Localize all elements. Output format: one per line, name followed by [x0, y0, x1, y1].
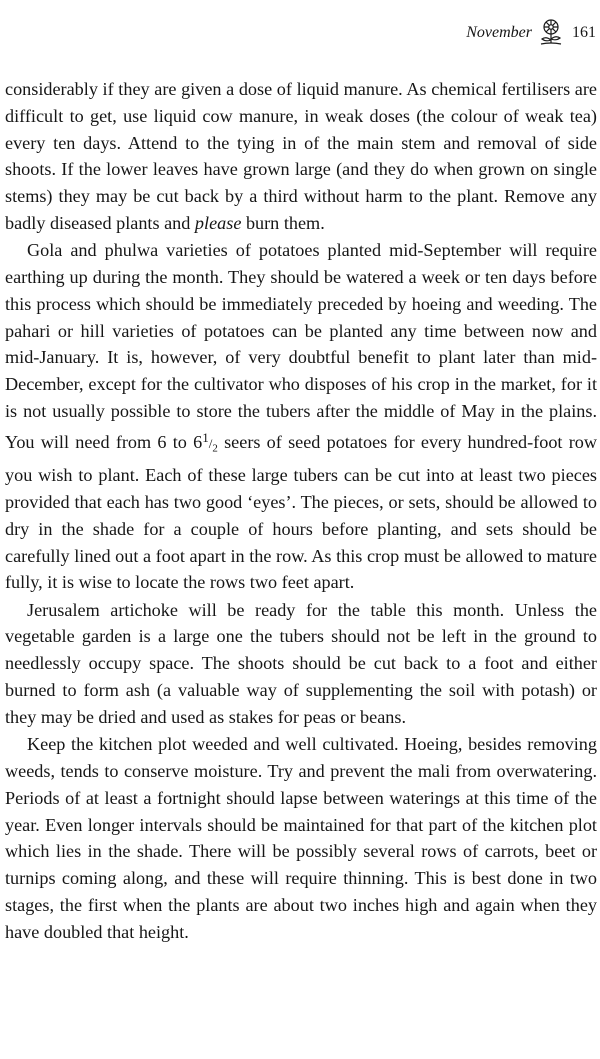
fraction-numerator: 1	[202, 429, 209, 445]
flower-icon	[538, 18, 564, 48]
paragraph-2-text-b: seers of seed potatoes for every hundred-foot row you wish to plant. Each of these large tubers can be cut into at least two pieces provided that each has two good ‘eyes’. The pieces, or sets, should be allowed to dry in the shade for a couple of hours before planting, and sets should be carefully lined out a foot apart in the row. As this crop must be allowed to mature fully, it is wise to locate the rows two feet apart.	[5, 431, 597, 593]
page-number: 161	[572, 24, 596, 41]
paragraph-1-emphasis: please	[194, 212, 242, 233]
running-header-month: November	[466, 24, 532, 41]
paragraph-1-text-b: burn them.	[241, 212, 325, 233]
paragraph-4: Keep the kitchen plot weeded and well cultivated. Hoeing, besides removing weeds, tends to conserve moisture. Try and prevent the mali from overwatering. Periods of at least a fortnight should lapse between waterings at this time of the year. Even longer intervals should be maintained for that part of the kitchen plot which lies in the shade. There will be possibly several rows of carrots, beet or turnips coming along, and these will require thinning. This is best done in two stages, the first when the plants are about two inches high and again when they have doubled that height.	[5, 734, 597, 942]
body-text	[5, 76, 597, 946]
fraction-half	[202, 429, 218, 455]
paragraph-2-text-a: Gola and phulwa varieties of potatoes planted mid-September will require earthing up during the month. They should be watered a week or ten days before this process which should be immediately preceded by hoeing and weeding. The pahari or hill varieties of potatoes can be planted any time between now and mid-January. It is, however, of very doubtful benefit to plant later than mid-December, except for the cultivator who disposes of his crop in the market, for it is not usually possible to store the tubers after the middle of May in the plains. You will need from 6 to 6	[5, 240, 597, 452]
paragraph-1-text-a: considerably if they are given a dose of liquid manure. As chemical fertilisers are difficult to get, use liquid cow manure, in weak doses (the colour of weak tea) every ten days. Attend to the tying in of the main stem and removal of side shoots. If the lower leaves have grown large (and they do when grown on single stems) they may be cut back by a third without harm to the plant. Remove any badly diseased plants and	[5, 79, 597, 233]
paragraph-2	[5, 237, 597, 596]
paragraph-1	[5, 76, 597, 237]
fraction-slash: /	[208, 435, 213, 451]
fraction-denominator: 2	[212, 442, 218, 455]
running-header	[466, 18, 596, 48]
paragraph-3: Jerusalem artichoke will be ready for the table this month. Unless the vegetable garden is a large one the tubers should not be left in the ground to needlessly occupy space. The shoots should be cut back to a foot and either burned to form ash (a valuable way of supplementing the soil with potash) or they may be dried and used as stakes for peas or beans.	[5, 599, 597, 727]
